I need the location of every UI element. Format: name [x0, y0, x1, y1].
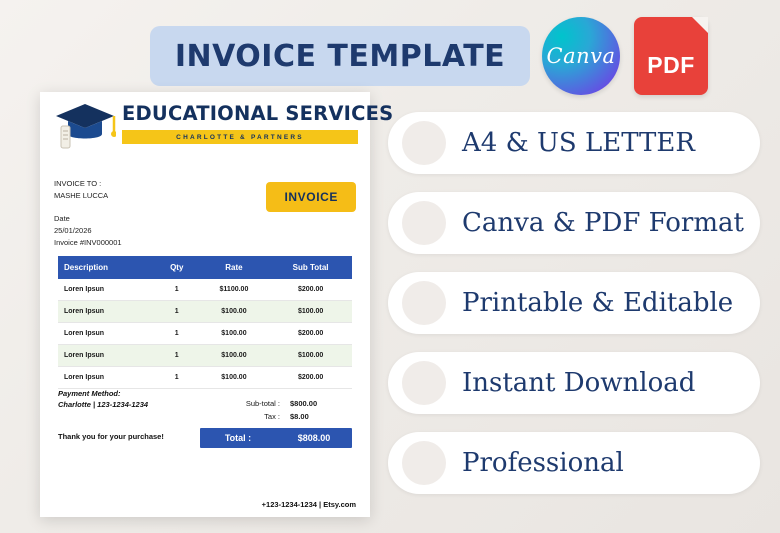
cell-rate: $100.00: [199, 367, 270, 389]
invoice-brand: [122, 102, 394, 144]
cell-rate: $100.00: [199, 345, 270, 367]
date-label: Date: [54, 214, 70, 224]
feature-label: Printable & Editable: [462, 288, 734, 318]
feature-item-a4-us-letter: [388, 112, 760, 174]
cell-subtotal: $200.00: [269, 367, 352, 389]
invoice-header: [40, 92, 394, 164]
bullet-circle-icon: [402, 121, 446, 165]
cell-qty: 1: [155, 345, 199, 367]
invoice-preview: [40, 92, 394, 517]
canva-badge: [542, 17, 620, 95]
invoice-meta: [40, 164, 370, 252]
col-subtotal: Sub Total: [269, 256, 352, 279]
feature-label: Instant Download: [462, 368, 696, 398]
cell-rate: $100.00: [199, 323, 270, 345]
graduation-cap-icon: [54, 100, 116, 152]
cell-description: Loren Ipsun: [58, 345, 155, 367]
cell-qty: 1: [155, 367, 199, 389]
cell-subtotal: $100.00: [269, 345, 352, 367]
bill-to-name: MASHE LUCCA: [54, 190, 109, 200]
table-header-row: [58, 256, 352, 279]
pdf-label: PDF: [647, 52, 695, 78]
table-row: [58, 301, 352, 323]
col-qty: Qty: [155, 256, 199, 279]
payment-method: [58, 388, 148, 411]
canva-label: Canva: [546, 44, 616, 68]
brand-subtitle: CHARLOTTE & PARTNERS: [122, 130, 358, 144]
bullet-circle-icon: [402, 201, 446, 245]
total-label: Total :: [224, 433, 252, 443]
invoice-number: Invoice #INV000001: [54, 237, 122, 247]
feature-item-professional: [388, 432, 760, 494]
cell-subtotal: $200.00: [269, 279, 352, 301]
cell-qty: 1: [155, 323, 199, 345]
cell-description: Loren Ipsun: [58, 367, 155, 389]
feature-item-canva-pdf-format: [388, 192, 760, 254]
bill-to-label: INVOICE TO :: [54, 179, 102, 188]
page-title: INVOICE TEMPLATE: [174, 38, 506, 74]
col-description: Description: [58, 256, 155, 279]
feature-label: Canva & PDF Format: [462, 208, 744, 238]
payment-method-label: Payment Method:: [58, 389, 121, 398]
header-row: [150, 20, 750, 92]
feature-item-instant-download: [388, 352, 760, 414]
line-items-table: [58, 256, 352, 389]
total-row: [200, 428, 352, 448]
cell-rate: $100.00: [199, 301, 270, 323]
cell-description: Loren Ipsun: [58, 323, 155, 345]
bullet-circle-icon: [402, 281, 446, 325]
invoice-footer: +123-1234-1234 | Etsy.com: [261, 500, 356, 509]
cell-description: Loren Ipsun: [58, 279, 155, 301]
feature-list: [388, 112, 760, 512]
tax-row: [58, 410, 352, 423]
cell-qty: 1: [155, 279, 199, 301]
thanks-note: Thank you for your purchase!: [58, 432, 164, 441]
table-row: [58, 323, 352, 345]
invoice-badge: INVOICE: [266, 182, 356, 212]
total-value: $808.00: [297, 433, 331, 443]
bullet-circle-icon: [402, 361, 446, 405]
cell-rate: $1100.00: [199, 279, 270, 301]
feature-label: Professional: [462, 448, 624, 478]
payment-method-value: Charlotte | 123-1234-1234: [58, 400, 149, 410]
table-row: [58, 367, 352, 389]
tax-value: $8.00: [290, 412, 309, 421]
title-pill: [150, 26, 530, 86]
brand-title: EDUCATIONAL SERVICES: [122, 102, 394, 125]
subtotal-label: Sub-total :: [245, 399, 280, 408]
bullet-circle-icon: [402, 441, 446, 485]
col-rate: Rate: [199, 256, 270, 279]
table-row: [58, 279, 352, 301]
date-value: 25/01/2026: [54, 225, 92, 235]
feature-item-printable-editable: [388, 272, 760, 334]
table-row: [58, 345, 352, 367]
tax-label: Tax :: [264, 412, 280, 421]
cell-description: Loren Ipsun: [58, 301, 155, 323]
cell-subtotal: $200.00: [269, 323, 352, 345]
pdf-badge-icon: [634, 17, 708, 95]
cell-subtotal: $100.00: [269, 301, 352, 323]
feature-label: A4 & US LETTER: [462, 128, 695, 158]
subtotal-value: $800.00: [290, 399, 318, 408]
cell-qty: 1: [155, 301, 199, 323]
